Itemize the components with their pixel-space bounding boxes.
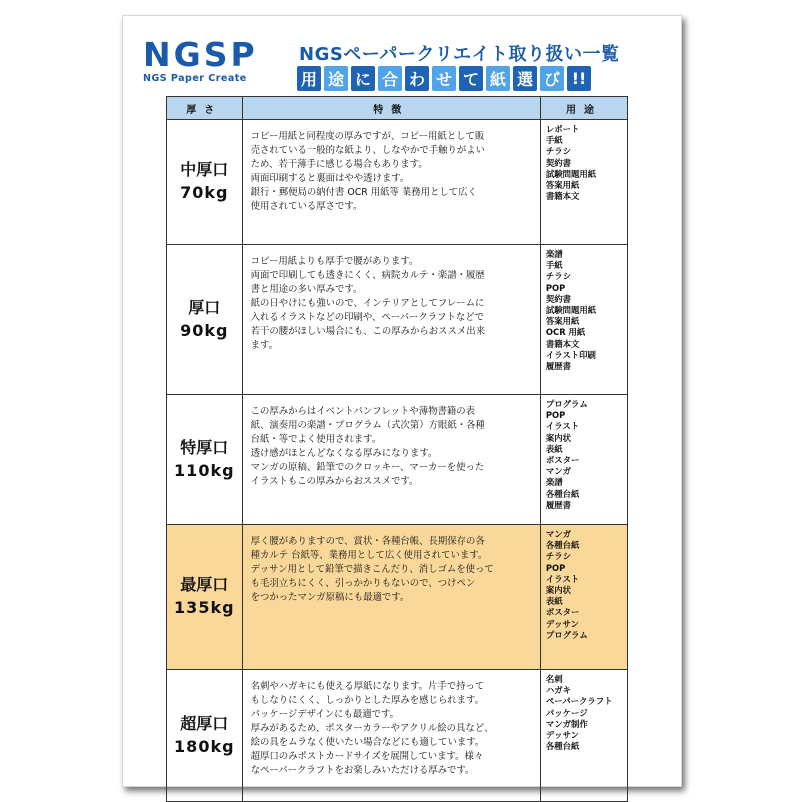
use-item: 表紙: [545, 596, 563, 607]
feature-line: 書と用途の多い厚みです。: [250, 284, 363, 295]
thickness-name: 最厚口: [180, 575, 229, 594]
thickness-weight: 70kg: [180, 183, 229, 202]
use-item: 履歴書: [545, 361, 572, 372]
table-row: [167, 245, 628, 395]
use-item: 各種台紙: [545, 741, 580, 752]
thickness-weight: 90kg: [180, 320, 229, 340]
use-item: 履歴書: [545, 499, 572, 510]
feature-line: コピー用紙と同程度の厚みですが、コピー用紙として販: [250, 131, 485, 142]
use-item: チラシ: [545, 271, 572, 282]
feature-line: ため、若干薄手に感じる場合もあります。: [250, 159, 428, 170]
table-row: [167, 395, 628, 525]
tagline-char: び: [540, 66, 564, 91]
feature-line: コピー用紙よりも厚手で腰があります。: [250, 256, 419, 267]
use-item: ペーパークラフト: [545, 696, 613, 707]
uses-cell: [540, 670, 627, 802]
uses-cell: [540, 245, 627, 395]
use-item: 契約書: [545, 157, 572, 168]
use-item: パッケージ: [545, 707, 588, 718]
use-item: イラスト: [545, 573, 580, 584]
ngsp-logo: [143, 35, 258, 84]
use-item: チラシ: [545, 551, 572, 562]
feature-line: 絵の具をムラなく使いたい場合などにも適しています。: [250, 737, 485, 748]
thickness-weight: 135kg: [174, 598, 235, 617]
use-item: 案内状: [545, 432, 572, 443]
column-header-uses: 用途: [540, 97, 627, 120]
document-sheet: [122, 15, 682, 787]
feature-line: 台紙・等でよく使用されます。: [250, 434, 382, 445]
table-row: [167, 670, 628, 802]
feature-line: 両面印刷すると裏面はやや透けます。: [250, 173, 410, 184]
use-item: イラスト印刷: [545, 349, 596, 360]
features-cell: [242, 525, 540, 670]
thickness-cell: [167, 525, 243, 670]
feature-line: 紙の日やけにも強いので、インテリアとしてフレームに: [250, 298, 485, 309]
thickness-name: 中厚口: [180, 160, 229, 179]
tagline-char: !!: [567, 66, 591, 91]
use-item: マンガ制作: [545, 718, 588, 729]
use-item: POP: [545, 282, 566, 293]
use-item: 各種台紙: [545, 540, 580, 551]
feature-line: 銀行・郵便局の納付書 OCR 用紙等 業務用として広く: [250, 187, 477, 198]
feature-line: 入れるイラストなどの印刷や、ペーパークラフトなどで: [250, 312, 485, 323]
column-header-features: 特徴: [242, 97, 540, 120]
tagline-char: に: [351, 66, 375, 91]
tagline-char: て: [459, 66, 483, 91]
feature-line: 名刺やハガキにも使える厚紙になります。片手で持って: [250, 681, 485, 692]
features-cell: [242, 120, 540, 245]
use-item: プログラム: [545, 399, 588, 409]
thickness-cell: [167, 395, 243, 525]
feature-line: も毛羽立ちにくく、引っかかりもないので、つけペン: [250, 578, 476, 589]
use-item: 契約書: [545, 293, 572, 304]
feature-line: をつかったマンガ原稿にも最適です。: [250, 592, 410, 603]
tagline-char: せ: [432, 66, 456, 91]
use-item: 表紙: [545, 443, 563, 454]
feature-line: 若干の腰がほしい場合にも、この厚みからおススメ出来: [250, 326, 485, 337]
use-item: レポート: [545, 124, 580, 134]
use-item: 書籍本文: [545, 191, 580, 202]
thickness-cell: [167, 120, 243, 245]
feature-line: パッケージデザインにも最適です。: [250, 709, 400, 720]
table-row: [167, 120, 628, 245]
use-item: チラシ: [545, 146, 572, 157]
use-item: ハガキ: [545, 685, 572, 696]
use-item: プログラム: [545, 629, 588, 640]
column-header-thickness: 厚さ: [167, 97, 243, 120]
use-item: POP: [545, 562, 566, 573]
use-item: OCR 用紙: [545, 327, 586, 338]
use-item: POP: [545, 410, 566, 421]
feature-line: なペーパークラフトをお楽しみいただける厚みです。: [250, 765, 475, 776]
feature-line: 売されている一般的な紙より、しなやかで手触りがよい: [250, 145, 485, 156]
tagline: [297, 66, 591, 91]
feature-line: ます。: [250, 340, 278, 351]
use-item: 楽譜: [545, 249, 563, 259]
features-cell: [242, 670, 540, 802]
feature-line: 厚く腰がありますので、賞状・各種台帳、長期保存の各: [250, 536, 485, 547]
use-item: デッサン: [545, 730, 579, 741]
feature-line: デッサン用として鉛筆で描きこんだり、消しゴムを使って: [250, 564, 494, 575]
page-title: NGSペーパークリエイト取り扱い一覧: [299, 44, 620, 65]
features-cell: [242, 245, 540, 395]
use-item: 手紙: [545, 135, 563, 146]
feature-line: 種カルテ 台紙等、業務用として広く使用されています。: [250, 550, 488, 561]
use-item: ポスター: [545, 607, 580, 618]
logo-text: NGSP: [143, 35, 258, 74]
tagline-char: 紙: [486, 66, 510, 91]
uses-cell: [540, 395, 627, 525]
use-item: 手紙: [545, 260, 563, 271]
tagline-char: 選: [513, 66, 537, 91]
features-cell: [242, 395, 540, 525]
feature-line: この厚みからはイベントパンフレットや薄物書籍の表: [250, 406, 475, 417]
feature-line: 使用されている厚さです。: [250, 201, 363, 212]
table-header-row: [167, 97, 628, 120]
feature-line: 紙、演奏用の楽譜・プログラム（式次第）方眼紙・各種: [250, 420, 485, 431]
thickness-cell: [167, 245, 243, 395]
use-item: デッサン: [545, 618, 579, 629]
use-item: 案内状: [545, 585, 572, 596]
use-item: 楽譜: [545, 477, 563, 488]
use-item: 答案用紙: [545, 316, 580, 327]
use-item: マンガ: [545, 466, 572, 477]
use-item: ポスター: [545, 455, 580, 466]
feature-line: 透け感がほとんどなくなる厚みになります。: [250, 448, 438, 459]
use-item: 試験問題用紙: [545, 305, 597, 316]
use-item: 名刺: [545, 674, 563, 684]
table-row: [167, 525, 628, 670]
tagline-char: わ: [405, 66, 429, 91]
use-item: 試験問題用紙: [545, 168, 597, 179]
tagline-char: 途: [324, 66, 348, 91]
logo-subtext: NGS Paper Create: [143, 73, 247, 84]
tagline-char: 合: [378, 66, 402, 91]
thickness-name: 超厚口: [180, 713, 229, 733]
use-item: 各種台紙: [545, 488, 580, 499]
uses-cell: [540, 120, 627, 245]
use-item: マンガ: [545, 529, 572, 539]
feature-line: マンガの原稿、鉛筆でのクロッキー、マーカーを使った: [250, 462, 485, 473]
feature-line: 両面で印刷しても透きにくく、病院カルテ・楽譜・履歴: [250, 270, 485, 281]
thickness-weight: 110kg: [174, 460, 235, 480]
feature-line: 超厚口のみポストカードサイズを展開しています。様々: [250, 751, 484, 762]
feature-line: もしなりにくく、しっかりとした厚みを感じられます。: [250, 695, 485, 706]
feature-line: イラストもこの厚みからおススメです。: [250, 476, 419, 487]
use-item: イラスト: [545, 421, 580, 432]
tagline-char: 用: [297, 66, 321, 91]
use-item: 書籍本文: [545, 338, 580, 349]
thickness-name: 厚口: [188, 297, 221, 317]
use-item: 答案用紙: [545, 180, 580, 191]
thickness-weight: 180kg: [174, 736, 235, 756]
thickness-cell: [167, 670, 243, 802]
uses-cell: [540, 525, 627, 670]
thickness-name: 特厚口: [180, 437, 229, 457]
feature-line: 厚みがあるため、ポスターカラーやアクリル絵の具など、: [250, 723, 494, 734]
paper-thickness-table: [166, 96, 628, 802]
